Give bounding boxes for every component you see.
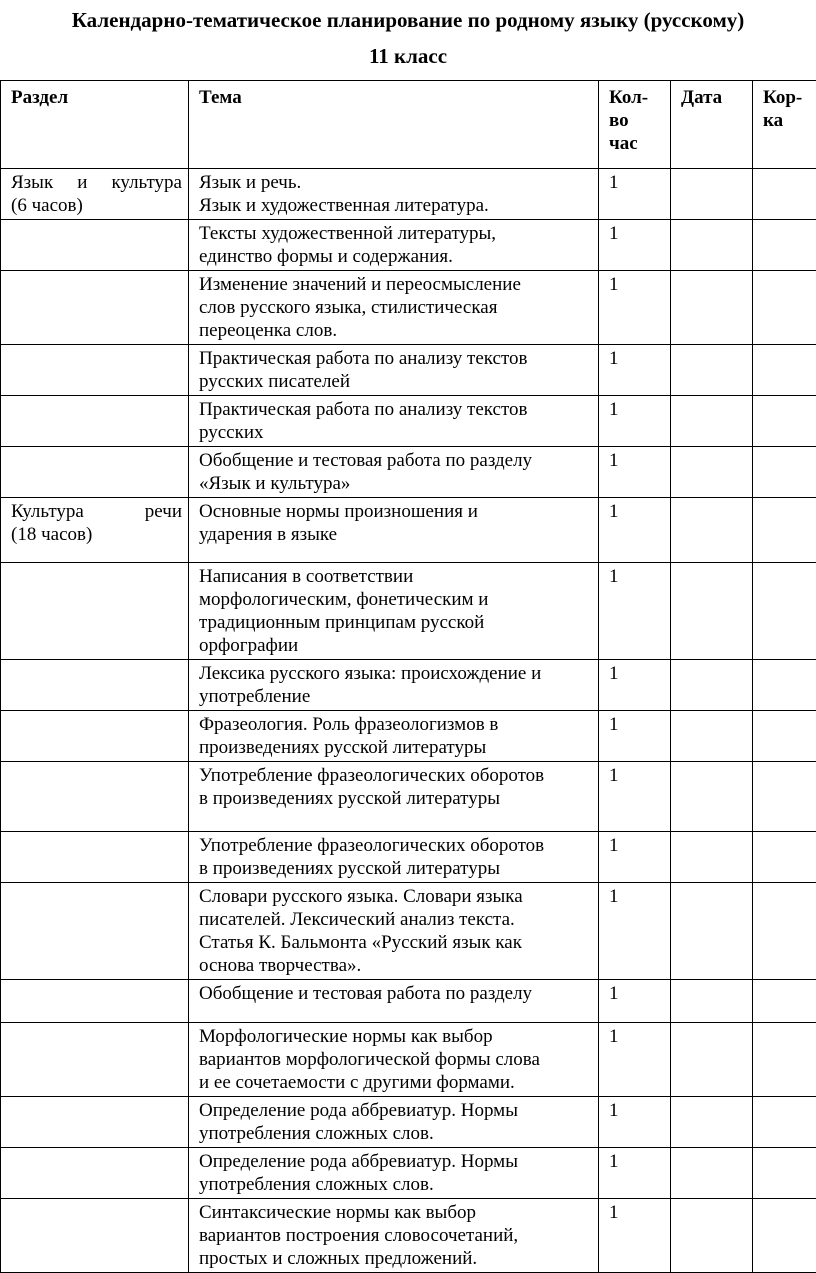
topic-line: Язык и речь. bbox=[199, 171, 592, 194]
table-row bbox=[1, 345, 816, 396]
topic-line: вариантов построения словосочетаний, bbox=[199, 1224, 592, 1247]
hours-cell: 1 bbox=[599, 1097, 671, 1148]
section-label: Язык и культура bbox=[11, 171, 182, 194]
correction-cell[interactable] bbox=[753, 711, 816, 762]
header-topic: Тема bbox=[189, 81, 599, 169]
topic-line: в произведениях русской литературы bbox=[199, 787, 592, 810]
topic-line: Обобщение и тестовая работа по разделу bbox=[199, 982, 592, 1005]
section-cell bbox=[1, 220, 189, 271]
date-cell[interactable] bbox=[671, 1199, 753, 1273]
section-label: (6 часов) bbox=[11, 194, 182, 217]
topic-line: Определение рода аббревиатур. Нормы bbox=[199, 1150, 592, 1173]
section-cell bbox=[1, 1148, 189, 1199]
topic-cell bbox=[189, 563, 599, 660]
header-section: Раздел bbox=[1, 81, 189, 169]
correction-cell[interactable] bbox=[753, 563, 816, 660]
table-row bbox=[1, 832, 816, 883]
topic-line: морфологическим, фонетическим и bbox=[199, 588, 592, 611]
table-row bbox=[1, 498, 816, 563]
topic-line: русских писателей bbox=[199, 370, 592, 393]
correction-cell[interactable] bbox=[753, 1097, 816, 1148]
section-cell bbox=[1, 169, 189, 220]
topic-line: единство формы и содержания. bbox=[199, 245, 592, 268]
hours-cell: 1 bbox=[599, 883, 671, 980]
date-cell[interactable] bbox=[671, 883, 753, 980]
correction-cell[interactable] bbox=[753, 345, 816, 396]
table-body bbox=[1, 169, 816, 1273]
hours-cell: 1 bbox=[599, 220, 671, 271]
topic-cell bbox=[189, 1148, 599, 1199]
topic-line: Определение рода аббревиатур. Нормы bbox=[199, 1099, 592, 1122]
correction-cell[interactable] bbox=[753, 220, 816, 271]
topic-line: ударения в языке bbox=[199, 523, 592, 546]
hours-cell: 1 bbox=[599, 563, 671, 660]
table-row bbox=[1, 169, 816, 220]
correction-cell[interactable] bbox=[753, 1148, 816, 1199]
table-row bbox=[1, 980, 816, 1023]
date-cell[interactable] bbox=[671, 220, 753, 271]
hours-cell: 1 bbox=[599, 396, 671, 447]
title-line-1: Календарно-тематическое планирование по родному языку (русскому) bbox=[72, 8, 745, 32]
header-hours-line: Кол- bbox=[609, 86, 664, 109]
section-cell bbox=[1, 980, 189, 1023]
correction-cell[interactable] bbox=[753, 660, 816, 711]
topic-cell bbox=[189, 1023, 599, 1097]
section-cell bbox=[1, 396, 189, 447]
correction-cell[interactable] bbox=[753, 1023, 816, 1097]
topic-line: основа творчества». bbox=[199, 954, 592, 977]
table-row bbox=[1, 1199, 816, 1273]
topic-cell bbox=[189, 980, 599, 1023]
hours-cell: 1 bbox=[599, 832, 671, 883]
correction-cell[interactable] bbox=[753, 762, 816, 832]
date-cell[interactable] bbox=[671, 498, 753, 563]
topic-cell bbox=[189, 271, 599, 345]
topic-line: Употребление фразеологических оборотов bbox=[199, 834, 592, 857]
header-date: Дата bbox=[671, 81, 753, 169]
correction-cell[interactable] bbox=[753, 498, 816, 563]
section-cell bbox=[1, 1023, 189, 1097]
date-cell[interactable] bbox=[671, 345, 753, 396]
header-row bbox=[1, 81, 816, 169]
section-cell bbox=[1, 660, 189, 711]
section-cell bbox=[1, 447, 189, 498]
topic-line: традиционным принципам русской bbox=[199, 611, 592, 634]
date-cell[interactable] bbox=[671, 169, 753, 220]
header-correction bbox=[753, 81, 816, 169]
date-cell[interactable] bbox=[671, 711, 753, 762]
topic-line: употребления сложных слов. bbox=[199, 1173, 592, 1196]
date-cell[interactable] bbox=[671, 447, 753, 498]
hours-cell: 1 bbox=[599, 447, 671, 498]
section-cell bbox=[1, 271, 189, 345]
topic-cell bbox=[189, 498, 599, 563]
hours-cell: 1 bbox=[599, 980, 671, 1023]
title-line-2: 11 класс bbox=[0, 42, 816, 70]
section-cell bbox=[1, 563, 189, 660]
topic-line: Написания в соответствии bbox=[199, 565, 592, 588]
topic-line: простых и сложных предложений. bbox=[199, 1247, 592, 1270]
correction-cell[interactable] bbox=[753, 980, 816, 1023]
date-cell[interactable] bbox=[671, 660, 753, 711]
table-row bbox=[1, 1097, 816, 1148]
topic-line: Изменение значений и переосмысление bbox=[199, 273, 592, 296]
topic-line: Словари русского языка. Словари языка bbox=[199, 885, 592, 908]
hours-cell: 1 bbox=[599, 498, 671, 563]
topic-cell bbox=[189, 220, 599, 271]
table-row bbox=[1, 762, 816, 832]
table-row bbox=[1, 1023, 816, 1097]
hours-cell: 1 bbox=[599, 660, 671, 711]
topic-line: орфографии bbox=[199, 634, 592, 657]
table-row bbox=[1, 660, 816, 711]
topic-line: русских bbox=[199, 421, 592, 444]
topic-line: Синтаксические нормы как выбор bbox=[199, 1201, 592, 1224]
correction-cell[interactable] bbox=[753, 1199, 816, 1273]
topic-line: вариантов морфологической формы слова bbox=[199, 1048, 592, 1071]
topic-line: в произведениях русской литературы bbox=[199, 857, 592, 880]
topic-line: писателей. Лексический анализ текста. bbox=[199, 908, 592, 931]
table-row bbox=[1, 883, 816, 980]
topic-line: Статья К. Бальмонта «Русский язык как bbox=[199, 931, 592, 954]
section-label: (18 часов) bbox=[11, 523, 182, 546]
header-hours-line: во bbox=[609, 109, 664, 132]
hours-cell: 1 bbox=[599, 169, 671, 220]
topic-line: употребления сложных слов. bbox=[199, 1122, 592, 1145]
topic-line: Обобщение и тестовая работа по разделу bbox=[199, 449, 592, 472]
correction-cell[interactable] bbox=[753, 396, 816, 447]
date-cell[interactable] bbox=[671, 396, 753, 447]
hours-cell: 1 bbox=[599, 345, 671, 396]
topic-cell bbox=[189, 396, 599, 447]
topic-line: Основные нормы произношения и bbox=[199, 500, 592, 523]
table-row bbox=[1, 1148, 816, 1199]
header-correction-line: Кор- bbox=[763, 86, 812, 109]
date-cell[interactable] bbox=[671, 832, 753, 883]
topic-line: переоценка слов. bbox=[199, 319, 592, 342]
table-row bbox=[1, 220, 816, 271]
topic-cell bbox=[189, 169, 599, 220]
section-cell bbox=[1, 711, 189, 762]
hours-cell: 1 bbox=[599, 1199, 671, 1273]
topic-cell bbox=[189, 883, 599, 980]
header-correction-line: ка bbox=[763, 109, 812, 132]
topic-cell bbox=[189, 762, 599, 832]
section-cell bbox=[1, 345, 189, 396]
topic-line: Употребление фразеологических оборотов bbox=[199, 764, 592, 787]
date-cell[interactable] bbox=[671, 563, 753, 660]
date-cell[interactable] bbox=[671, 1148, 753, 1199]
topic-cell bbox=[189, 1097, 599, 1148]
topic-cell bbox=[189, 447, 599, 498]
correction-cell[interactable] bbox=[753, 883, 816, 980]
hours-cell: 1 bbox=[599, 1148, 671, 1199]
topic-line: Язык и художественная литература. bbox=[199, 194, 592, 217]
topic-cell bbox=[189, 345, 599, 396]
topic-line: Фразеология. Роль фразеологизмов в bbox=[199, 713, 592, 736]
topic-line: Практическая работа по анализу текстов bbox=[199, 398, 592, 421]
topic-line: «Язык и культура» bbox=[199, 472, 592, 495]
section-cell bbox=[1, 883, 189, 980]
section-cell bbox=[1, 498, 189, 563]
topic-cell bbox=[189, 711, 599, 762]
table-row bbox=[1, 396, 816, 447]
topic-line: Лексика русского языка: происхождение и bbox=[199, 662, 592, 685]
topic-line: Тексты художественной литературы, bbox=[199, 222, 592, 245]
topic-line: произведениях русской литературы bbox=[199, 736, 592, 759]
correction-cell[interactable] bbox=[753, 832, 816, 883]
section-cell bbox=[1, 762, 189, 832]
hours-cell: 1 bbox=[599, 271, 671, 345]
section-cell bbox=[1, 832, 189, 883]
table-row bbox=[1, 271, 816, 345]
page-title bbox=[0, 6, 816, 70]
section-cell bbox=[1, 1199, 189, 1273]
correction-cell[interactable] bbox=[753, 271, 816, 345]
planning-table bbox=[0, 80, 816, 1273]
topic-line: и ее сочетаемости с другими формами. bbox=[199, 1071, 592, 1094]
topic-cell bbox=[189, 1199, 599, 1273]
hours-cell: 1 bbox=[599, 711, 671, 762]
table-row bbox=[1, 447, 816, 498]
date-cell[interactable] bbox=[671, 271, 753, 345]
topic-cell bbox=[189, 660, 599, 711]
topic-line: Морфологические нормы как выбор bbox=[199, 1025, 592, 1048]
date-cell[interactable] bbox=[671, 1097, 753, 1148]
header-hours bbox=[599, 81, 671, 169]
table-row bbox=[1, 563, 816, 660]
topic-line: слов русского языка, стилистическая bbox=[199, 296, 592, 319]
header-hours-line: час bbox=[609, 132, 664, 155]
correction-cell[interactable] bbox=[753, 447, 816, 498]
date-cell[interactable] bbox=[671, 762, 753, 832]
date-cell[interactable] bbox=[671, 980, 753, 1023]
hours-cell: 1 bbox=[599, 1023, 671, 1097]
topic-cell bbox=[189, 832, 599, 883]
table-row bbox=[1, 711, 816, 762]
date-cell[interactable] bbox=[671, 1023, 753, 1097]
hours-cell: 1 bbox=[599, 762, 671, 832]
topic-line: Практическая работа по анализу текстов bbox=[199, 347, 592, 370]
correction-cell[interactable] bbox=[753, 169, 816, 220]
topic-line: употребление bbox=[199, 685, 592, 708]
section-label: Культура речи bbox=[11, 500, 182, 523]
section-cell bbox=[1, 1097, 189, 1148]
